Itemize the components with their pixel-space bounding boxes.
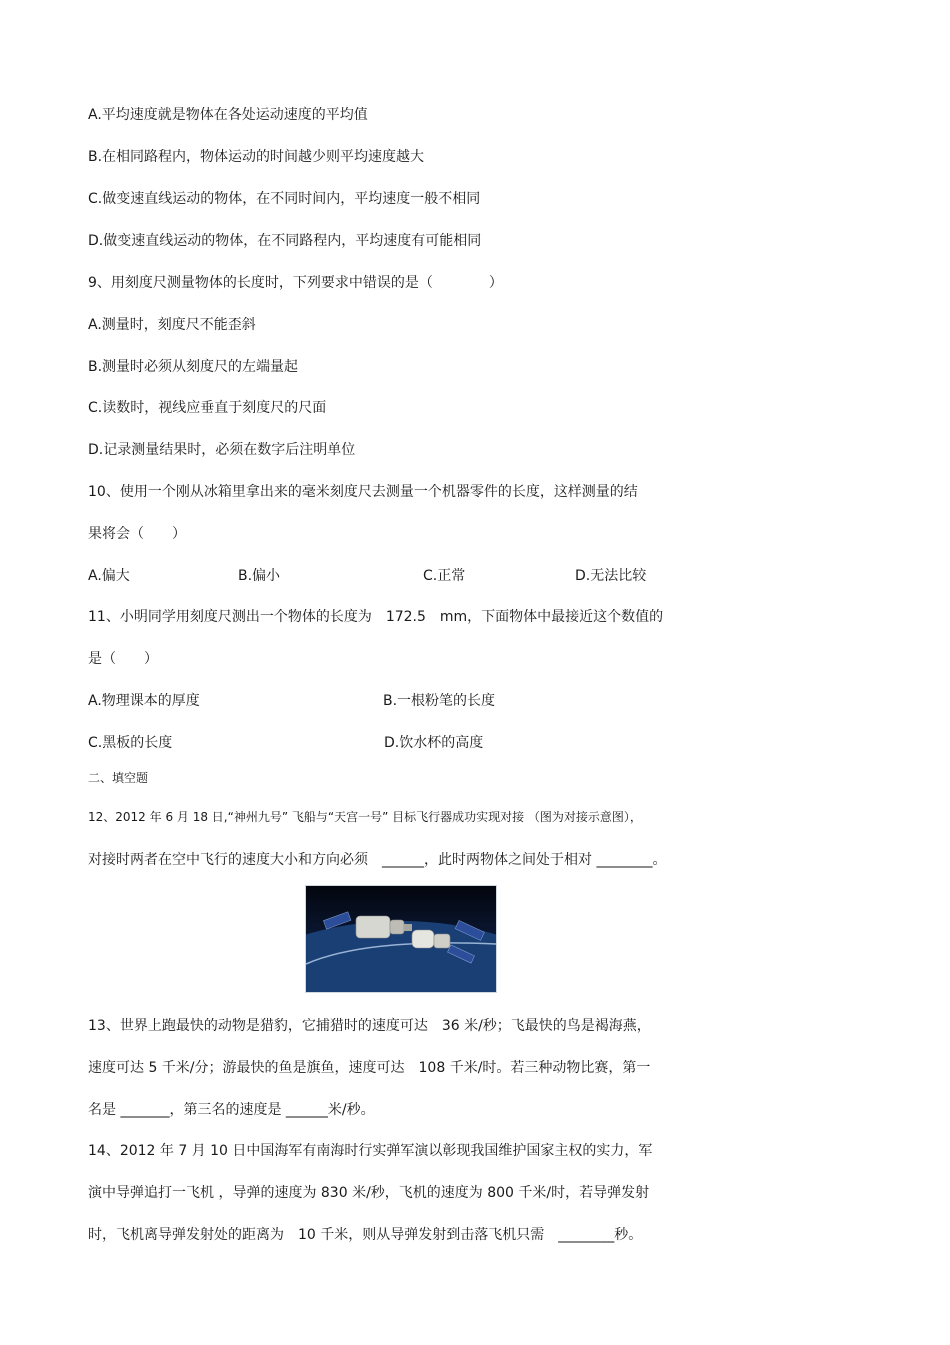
- question-14-line-3: 时，飞机离导弹发射处的距离为 10 千米，则从导弹发射到击落飞机只需 ________秒。: [88, 1227, 643, 1243]
- docking-illustration-svg: [306, 886, 496, 992]
- question-13-line-1: 13、世界上跑最快的动物是猎豹，它捕猎时的速度可达 36 米/秒；飞最快的鸟是褐海燕，: [88, 1018, 651, 1034]
- section-heading: 二、填空题: [88, 771, 149, 785]
- question-13-line-2: 速度可达 5 千米/分；游最快的鱼是旗鱼，速度可达 108 千米/时。若三种动物比赛，第一: [88, 1060, 651, 1076]
- question-10-line-1: 10、使用一个刚从冰箱里拿出来的毫米刻度尺去测量一个机器零件的长度，这样测量的结: [88, 484, 638, 500]
- line-option-c: C.做变速直线运动的物体，在不同时间内，平均速度一般不相同: [88, 191, 481, 207]
- question-9-option-a: A.测量时，刻度尺不能歪斜: [88, 317, 256, 333]
- question-9-option-b: B.测量时必须从刻度尺的左端量起: [88, 359, 299, 375]
- line-option-a: A.平均速度就是物体在各处运动速度的平均值: [88, 107, 368, 123]
- question-10-option-a: A.偏大: [88, 568, 130, 584]
- docking-illustration: [305, 885, 497, 993]
- question-12-line-1: 12、2012 年 6 月 18 日,“神州九号” 飞船与“天宫一号” 目标飞行器成功实现对接 （图为对接示意图），: [88, 810, 642, 824]
- question-11-option-b: B.一根粉笔的长度: [383, 693, 496, 709]
- question-11-line-2: 是（ ）: [88, 651, 158, 667]
- line-option-d: D.做变速直线运动的物体，在不同路程内，平均速度有可能相同: [88, 233, 482, 249]
- question-11-line-1: 11、小明同学用刻度尺测出一个物体的长度为 172.5 mm，下面物体中最接近这个数值的: [88, 609, 664, 625]
- question-11-option-d: D.饮水杯的高度: [384, 735, 484, 751]
- question-10-option-d: D.无法比较: [575, 568, 647, 584]
- question-9-option-c: C.读数时，视线应垂直于刻度尺的尺面: [88, 400, 327, 416]
- question-14-line-1: 14、2012 年 7 月 10 日中国海军有南海时行实弹军演以彰现我国维护国家主权的实力，军: [88, 1143, 653, 1159]
- question-12-line-2: 对接时两者在空中飞行的速度大小和方向必须 ______，此时两物体之间处于相对 ________。: [88, 852, 667, 868]
- question-14-line-2: 演中导弹追打一飞机 ，导弹的速度为 830 米/秒，飞机的速度为 800 千米/时，若导弹发射: [88, 1185, 650, 1201]
- question-10-line-2: 果将会（ ）: [88, 526, 186, 542]
- question-10-option-b: B.偏小: [238, 568, 281, 584]
- question-13-line-3: 名是 _______，第三名的速度是 ______米/秒。: [88, 1102, 375, 1118]
- question-11-option-a: A.物理课本的厚度: [88, 693, 200, 709]
- line-option-b: B.在相同路程内，物体运动的时间越少则平均速度越大: [88, 149, 425, 165]
- question-9-option-d: D.记录测量结果时，必须在数字后注明单位: [88, 442, 356, 458]
- question-11-option-c: C.黑板的长度: [88, 735, 173, 751]
- question-10-option-c: C.正常: [423, 568, 466, 584]
- question-9: 9、用刻度尺测量物体的长度时，下列要求中错误的是（ ）: [88, 275, 503, 291]
